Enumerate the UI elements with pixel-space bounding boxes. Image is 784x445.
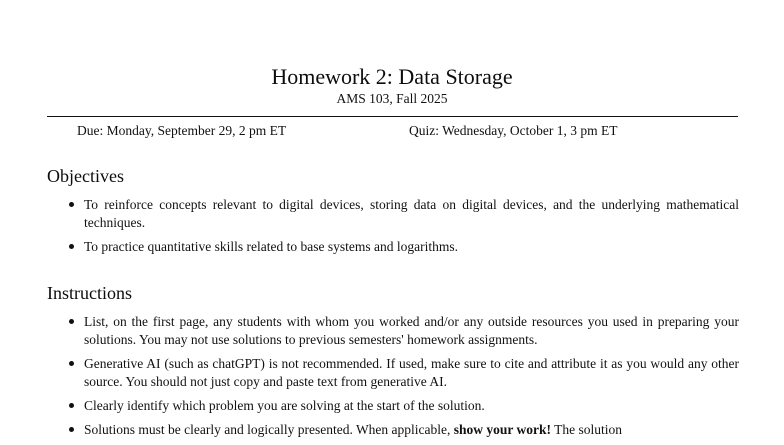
list-item <box>67 397 739 415</box>
document-title: Homework 2: Data Storage <box>271 64 513 89</box>
list-item-text: To practice quantitative skills related to base systems and logarithms. <box>84 239 458 254</box>
bullet-icon <box>69 427 74 432</box>
bullet-icon <box>69 319 74 324</box>
emphasis-text: show your work! <box>453 422 552 437</box>
list-item-text: Solutions must be clearly and logically presented. When applicable, <box>84 422 454 437</box>
list-item <box>67 238 739 256</box>
list-item-text: To reinforce concepts relevant to digital devices, storing data on digital devices, and the underlying mathematical techniques. <box>84 197 739 230</box>
course-subtitle: AMS 103, Fall 2025 <box>336 91 448 106</box>
list-item-text-tail: The solution <box>551 422 623 437</box>
list-item <box>67 196 739 232</box>
objectives-list <box>67 196 739 262</box>
bullet-icon <box>69 244 74 249</box>
list-item-text: List, on the first page, any students with whom you worked and/or any outside resources you used in preparing your solutions. You may not use solutions to previous semesters' homework assignments. <box>84 314 739 347</box>
due-date: Due: Monday, September 29, 2 pm ET <box>77 123 287 138</box>
objectives-heading: Objectives <box>47 166 124 186</box>
instructions-heading: Instructions <box>47 283 132 303</box>
list-item <box>67 313 739 349</box>
list-item <box>67 421 739 439</box>
header-rule <box>47 116 738 117</box>
instructions-list <box>67 313 739 445</box>
quiz-date: Quiz: Wednesday, October 1, 3 pm ET <box>409 123 618 138</box>
list-item <box>67 355 739 391</box>
bullet-icon <box>69 361 74 366</box>
list-item-text: Generative AI (such as chatGPT) is not recommended. If used, make sure to cite and attribute it as you would any other source. You should not just copy and paste text from generative AI. <box>84 356 739 389</box>
bullet-icon <box>69 403 74 408</box>
list-item-text: Clearly identify which problem you are solving at the start of the solution. <box>84 398 485 413</box>
bullet-icon <box>69 202 74 207</box>
